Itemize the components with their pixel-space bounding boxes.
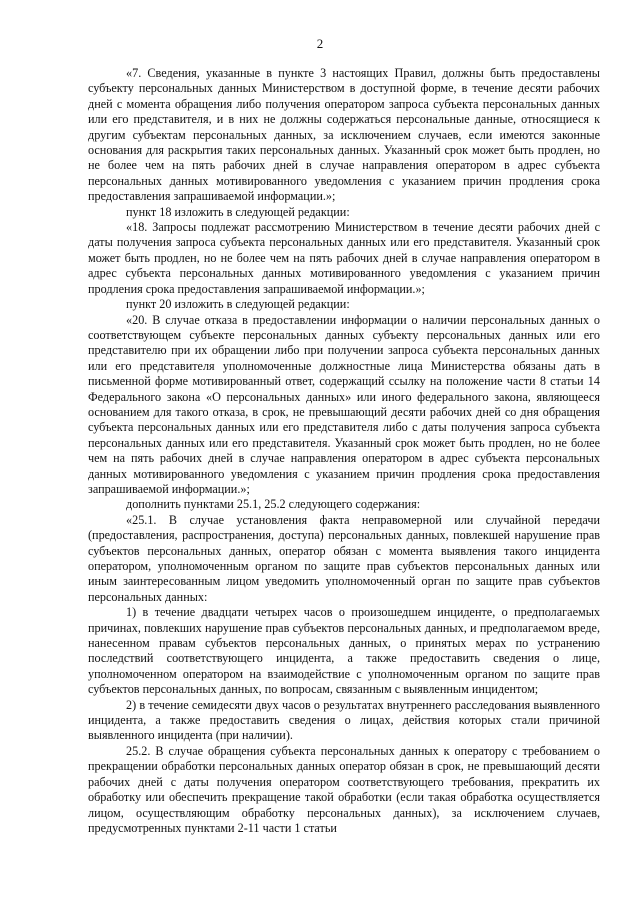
- paragraph-item-25-2: 25.2. В случае обращения субъекта персональных данных к оператору с требованием о прекращении обработки персональных данных оператор обязан в срок, не превышающий десяти рабочих дней с даты получения оператором соответствующего требования, прекратить их обработку или обеспечить прекращение такой обработки (если такая обработка осуществляется лицом, осуществляющим обработку персональных данных), за исключением случаев, предусмотренных пунктами 2-11 части 1 статьи: [88, 743, 600, 835]
- paragraph-subitem-1: 1) в течение двадцати четырех часов о произошедшем инциденте, о предполагаемых причинах, повлекших нарушение прав субъектов персональных данных, и предполагаемом вреде, нанесенном правам субъектов персональных данных, о принятых мерах по устранению последствий соответствующего инцидента, а также предоставить сведения о лице, уполномоченном оператором на взаимодействие с уполномоченным органом по защите прав субъектов персональных данных, по вопросам, связанным с выявленным инцидентом;: [88, 605, 600, 697]
- paragraph-instruction-18: пункт 18 изложить в следующей редакции:: [126, 204, 350, 219]
- paragraph-item-25-1: «25.1. В случае установления факта неправомерной или случайной передачи (предоставления, распространения, доступа) персональных данных, повлекшей нарушение прав субъектов персональных данных, оператор обязан с момента выявления такого инцидента оператором, уполномоченным органом по защите прав субъектов персональных данных или иным заинтересованным лицом уведомить уполномоченный орган по защите прав субъектов персональных данных:: [88, 512, 600, 604]
- document-body: [88, 66, 600, 836]
- page-number: 2: [316, 36, 324, 51]
- paragraph-item-18: «18. Запросы подлежат рассмотрению Министерством в течение десяти рабочих дней с даты получения запроса субъекта персональных данных или его представителя. Указанный срок может быть продлен, но не более чем на пять рабочих дней в случае направления оператором в адрес субъекта персональных данных мотивированного уведомления с указанием причин продления срока предоставления запрашиваемой информации.»;: [88, 220, 600, 296]
- paragraph-instruction-25: дополнить пунктами 25.1, 25.2 следующего содержания:: [126, 497, 421, 512]
- paragraph-item-20: «20. В случае отказа в предоставлении информации о наличии персональных данных о соответствующем субъекте персональных данных субъекту персональных данных или его представителю при их обращении либо при получении запроса субъекта персональных данных или его представителя уполномоченные должностные лица Министерства обязаны дать в письменной форме мотивированный ответ, содержащий ссылку на положение части 8 статьи 14 Федерального закона «О персональных данных» или иного федерального закона, являющееся основанием для такого отказа, в срок, не превышающий десяти рабочих дней со дня обращения субъекта персональных данных или его представителя либо с даты получения запроса субъекта персональных данных или его представителя. Указанный срок может быть продлен, но не более чем на пять рабочих дней в случае направления оператором в адрес субъекта персональных данных мотивированного уведомления с указанием причин продления срока предоставления запрашиваемой информации.»;: [88, 312, 600, 496]
- paragraph-subitem-2: 2) в течение семидесяти двух часов о результатах внутреннего расследования выявленного инцидента, а также предоставить сведения о лицах, действия которых стали причиной выявленного инцидента (при наличии).: [88, 697, 600, 743]
- paragraph-item-7: «7. Сведения, указанные в пункте 3 настоящих Правил, должны быть предоставлены субъекту персональных данных Министерством в доступной форме, в течение десяти рабочих дней с момента обращения либо получения оператором запроса субъекта персональных данных или его представителя, и в них не должны содержаться персональные данные, относящиеся к другим субъектам персональных данных, за исключением случаев, если имеются законные основания для раскрытия таких персональных данных. Указанный срок может быть продлен, но не более чем на пять рабочих дней в случае направления оператором в адрес субъекта персональных данных мотивированного уведомления с указанием причин продления срока предоставления запрашиваемой информации.»;: [88, 66, 600, 204]
- paragraph-instruction-20: пункт 20 изложить в следующей редакции:: [126, 297, 350, 312]
